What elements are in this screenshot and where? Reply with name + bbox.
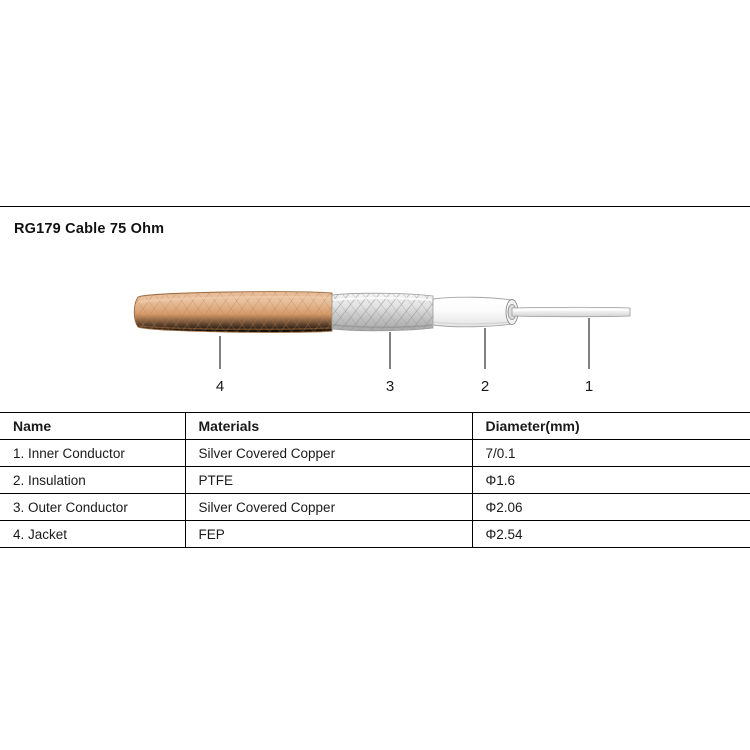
cell-diameter: Φ1.6 <box>472 467 750 494</box>
layer-inner-conductor <box>508 305 630 320</box>
table-header-row <box>0 413 750 440</box>
table-row <box>0 521 750 548</box>
cell-diameter: Φ2.06 <box>472 494 750 521</box>
layer-insulation <box>433 297 518 327</box>
table-row <box>0 467 750 494</box>
cell-materials: FEP <box>185 521 472 548</box>
cell-name: 3. Outer Conductor <box>0 494 185 521</box>
layer-outer-conductor <box>332 293 433 331</box>
cell-diameter: 7/0.1 <box>472 440 750 467</box>
page-title: RG179 Cable 75 Ohm <box>14 221 165 237</box>
table-row <box>0 494 750 521</box>
spec-table-container <box>0 412 750 548</box>
cell-materials: Silver Covered Copper <box>185 440 472 467</box>
cell-name: 2. Insulation <box>0 467 185 494</box>
column-header-diameter: Diameter(mm) <box>472 413 750 440</box>
cell-materials: Silver Covered Copper <box>185 494 472 521</box>
column-header-materials: Materials <box>185 413 472 440</box>
sheet-top-divider <box>0 206 750 207</box>
callout-label-4: 4 <box>215 378 225 395</box>
cell-name: 1. Inner Conductor <box>0 440 185 467</box>
cable-cutaway-diagram <box>0 246 750 396</box>
cell-diameter: Φ2.54 <box>472 521 750 548</box>
callout-label-3: 3 <box>385 378 395 395</box>
cell-name: 4. Jacket <box>0 521 185 548</box>
table-row <box>0 440 750 467</box>
callout-label-2: 2 <box>480 378 490 395</box>
spec-sheet <box>0 206 750 541</box>
spec-table <box>0 412 750 548</box>
layer-jacket <box>134 292 332 333</box>
cell-materials: PTFE <box>185 467 472 494</box>
column-header-name: Name <box>0 413 185 440</box>
callout-label-1: 1 <box>584 378 594 395</box>
